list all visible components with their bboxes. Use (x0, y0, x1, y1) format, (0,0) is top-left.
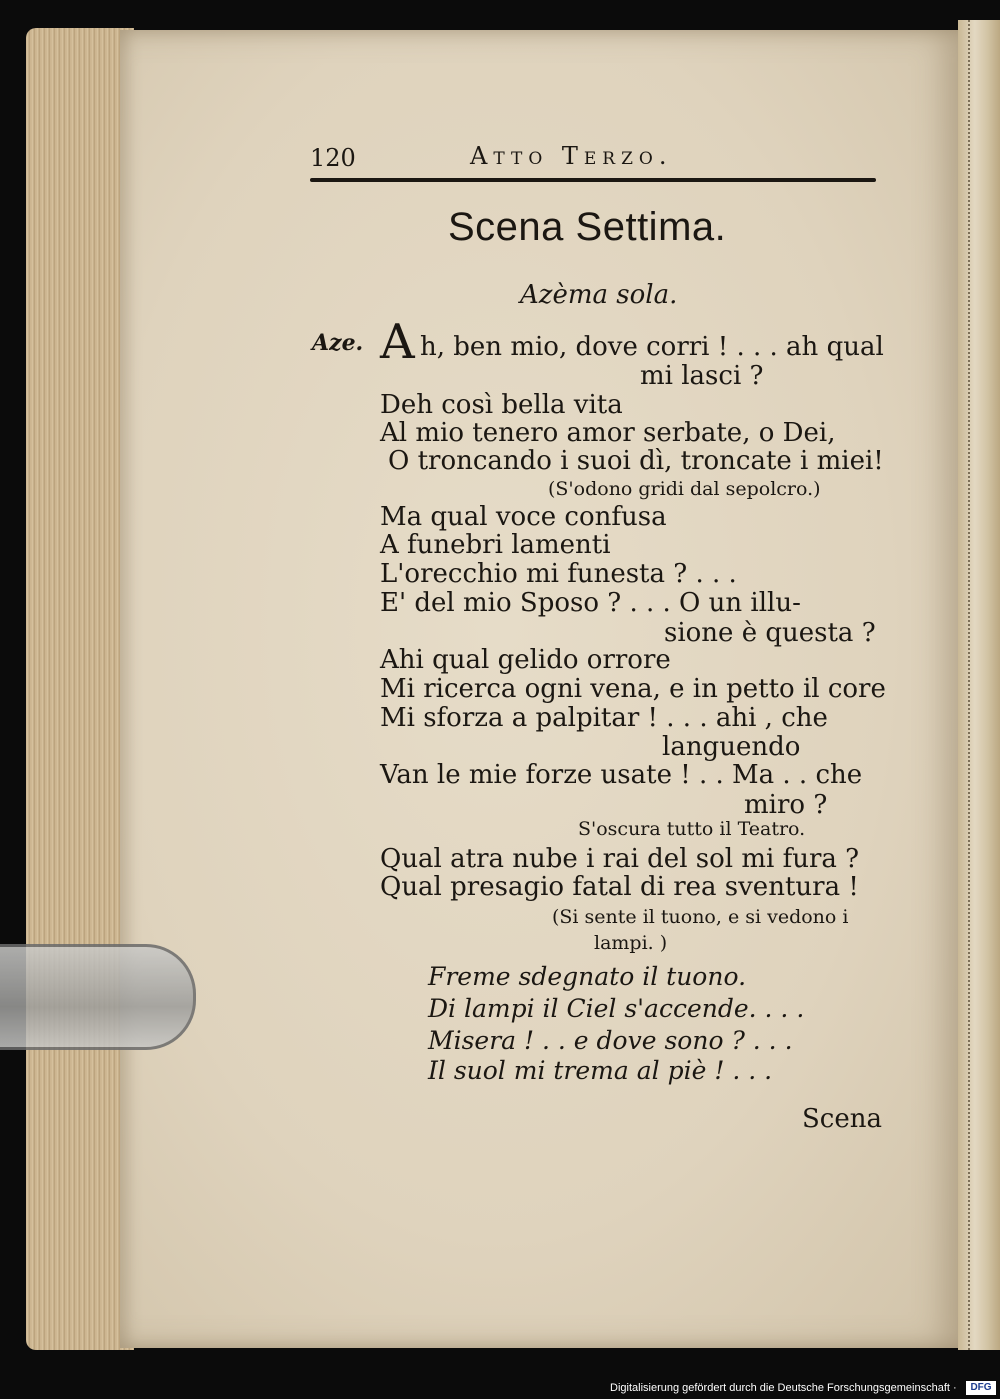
speaker-label: Aze. (312, 330, 364, 356)
verse-line: E' del mio Sposo ? . . . O un illu- (380, 588, 801, 618)
aria-line: Il suol mi trema al piè ! . . . (428, 1056, 773, 1085)
binding-gutter (958, 20, 1000, 1350)
stage-direction: lampi. ) (594, 932, 668, 954)
verse-line: Mi ricerca ogni vena, e in petto il core (380, 674, 886, 704)
header-rule (310, 178, 876, 182)
stage-direction: (S'odono gridi dal sepolcro.) (548, 478, 821, 500)
verse-line: h, ben mio, dove corri ! . . . ah qual (420, 332, 884, 362)
page-number: 120 (310, 144, 356, 172)
page-header (310, 140, 876, 180)
stage-direction: S'oscura tutto il Teatro. (578, 818, 806, 840)
page-clip (0, 944, 196, 1050)
verse-line: Ahi qual gelido orrore (380, 645, 671, 675)
stage-direction: (Si sente il tuono, e si vedono i (552, 906, 849, 928)
verse-line: Ma qual voce confusa (380, 502, 667, 532)
verse-line: Qual presagio fatal di rea sventura ! (380, 872, 859, 902)
verse-line: languendo (662, 732, 801, 762)
verse-line: A funebri lamenti (380, 530, 611, 560)
verse-line: O troncando i suoi dì, troncate i miei! (388, 446, 884, 476)
verse-line: miro ? (744, 790, 828, 820)
verse-line: Van le mie forze usate ! . . Ma . . che (380, 760, 863, 790)
dfg-logo: DFG (966, 1381, 996, 1395)
digitization-credit: Digitalisierung gefördert durch die Deutsche Forschungsgemeinschaft · (610, 1382, 957, 1394)
binding-thread (968, 20, 976, 1350)
aria-line: Misera ! . . e dove sono ? . . . (428, 1026, 793, 1055)
page-edges (26, 28, 134, 1350)
stage-direction-intro: Azèma sola. (520, 280, 678, 310)
verse-line: Al mio tenero amor serbate, o Dei, (380, 418, 836, 448)
verse-line: Mi sforza a palpitar ! . . . ahi , che (380, 703, 828, 733)
verse-line: Deh così bella vita (380, 390, 623, 420)
catchword: Scena (802, 1104, 883, 1134)
aria-line: Freme sdegnato il tuono. (428, 962, 747, 991)
verse-line: Qual atra nube i rai del sol mi fura ? (380, 844, 860, 874)
aria-line: Di lampi il Ciel s'accende. . . . (428, 994, 805, 1023)
verse-line: sione è questa ? (664, 618, 876, 648)
scene-title: Scena Settima. (448, 205, 727, 249)
running-head: Atto Terzo. (470, 142, 673, 170)
verse-line: mi lasci ? (640, 361, 764, 391)
verse-line: L'orecchio mi funesta ? . . . (380, 559, 737, 589)
drop-cap: A (380, 314, 415, 370)
